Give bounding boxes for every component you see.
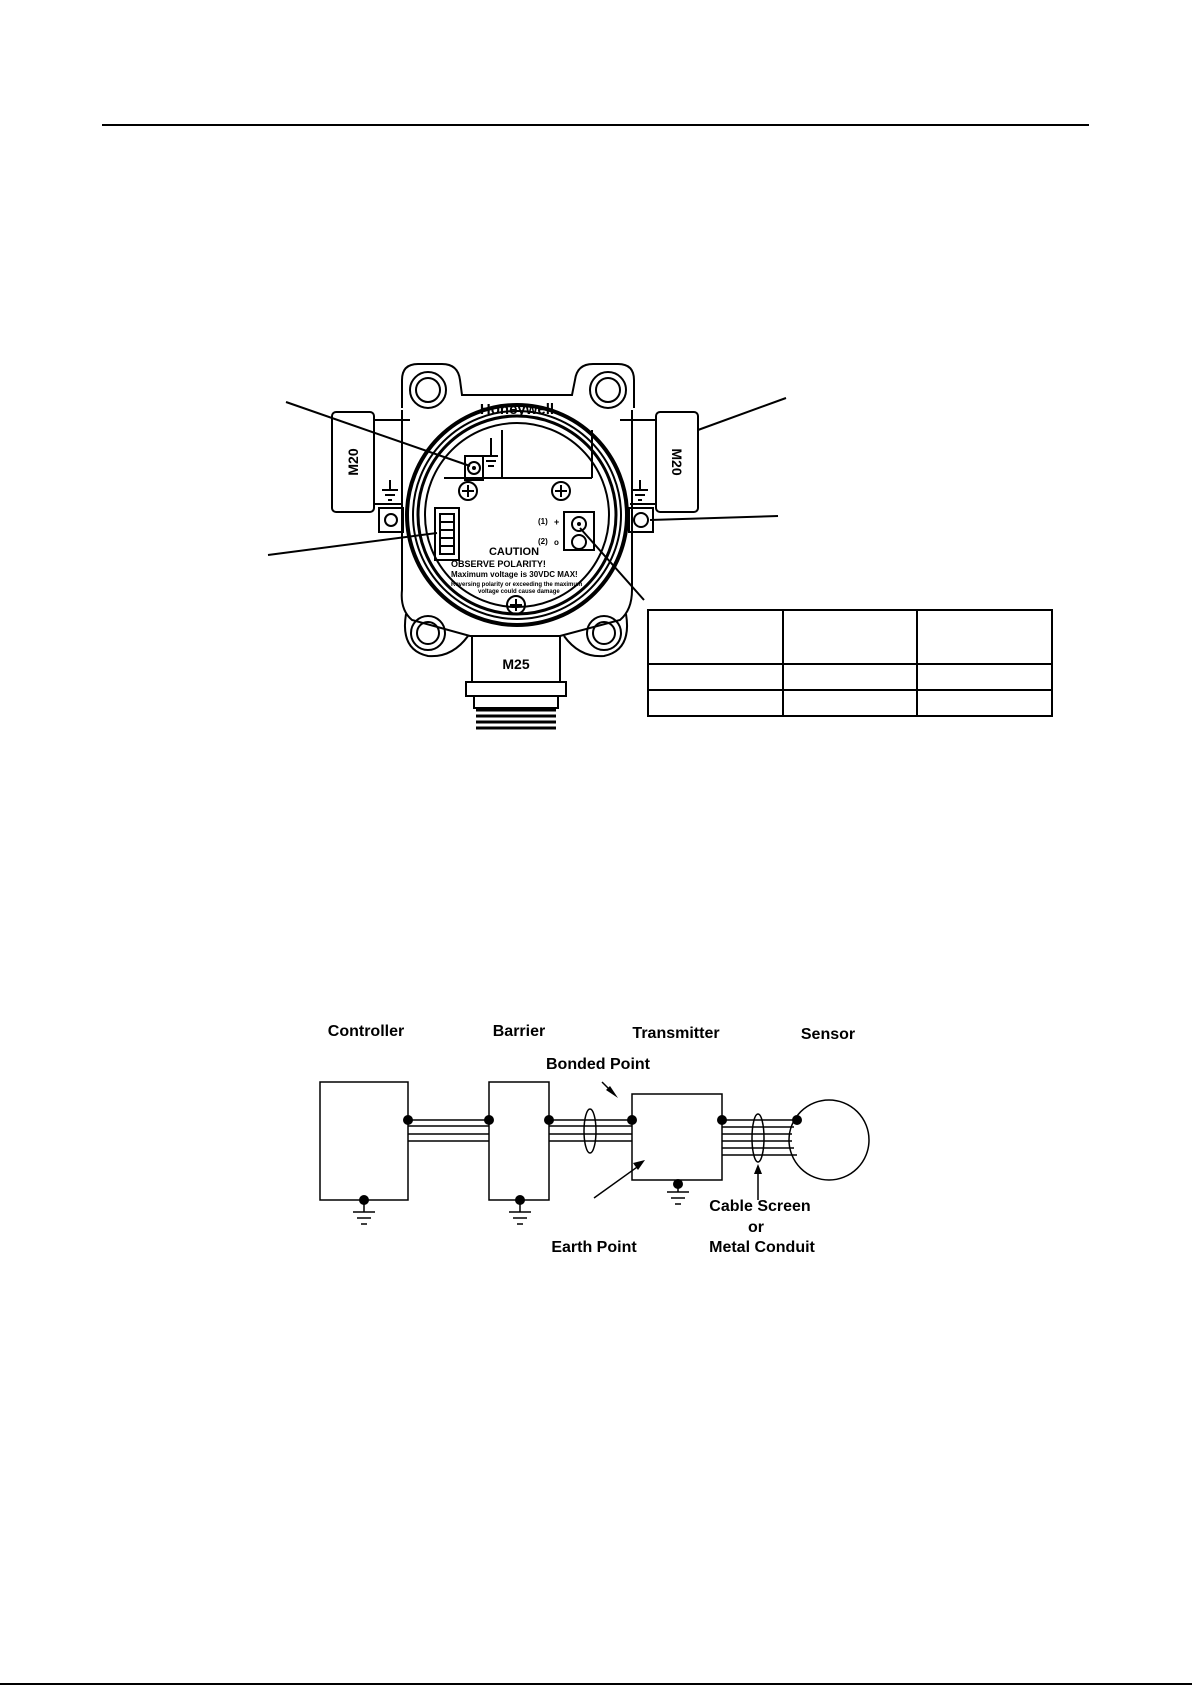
caution-line-2: Maximum voltage is 30VDC MAX! bbox=[451, 570, 578, 579]
transmitter-box bbox=[632, 1094, 722, 1180]
barrier-box bbox=[489, 1082, 549, 1200]
cable-screen-label: Cable Screen bbox=[709, 1198, 811, 1215]
table-row bbox=[648, 610, 1052, 664]
caution-line-3: Reversing polarity or exceeding the maximum bbox=[451, 582, 583, 588]
earth-point-label: Earth Point bbox=[551, 1239, 637, 1256]
table-cell bbox=[917, 690, 1052, 716]
left-port-label: M20 bbox=[345, 448, 361, 476]
right-port-label: M20 bbox=[669, 448, 685, 476]
metal-conduit-label: Metal Conduit bbox=[709, 1239, 815, 1256]
bottom-port-label: M25 bbox=[502, 656, 530, 672]
brand-logo: Honeywell bbox=[479, 401, 555, 418]
terminal-2-sign: o bbox=[554, 538, 559, 547]
terminal-2-label: (2) bbox=[538, 537, 548, 546]
table-row bbox=[648, 690, 1052, 716]
caution-line-1: OBSERVE POLARITY! bbox=[451, 559, 546, 569]
controller-box bbox=[320, 1082, 408, 1200]
sensor-label: Sensor bbox=[800, 1026, 856, 1043]
barrier-label: Barrier bbox=[492, 1023, 546, 1040]
bonded-point-label: Bonded Point bbox=[546, 1056, 650, 1073]
table-cell bbox=[648, 690, 783, 716]
terminal-table bbox=[647, 609, 1053, 717]
terminal-1-label: (1) bbox=[538, 517, 548, 526]
caution-title: CAUTION bbox=[488, 546, 540, 558]
table-cell bbox=[783, 610, 918, 664]
sensor-circle bbox=[789, 1100, 869, 1180]
table-cell bbox=[917, 664, 1052, 690]
table-cell bbox=[783, 690, 918, 716]
terminal-1-sign: + bbox=[554, 517, 560, 527]
table-cell bbox=[648, 610, 783, 664]
table-cell bbox=[917, 610, 1052, 664]
controller-label: Controller bbox=[327, 1023, 405, 1040]
cable-screen-or-label: or bbox=[748, 1219, 764, 1236]
caution-line-4: voltage could cause damage bbox=[478, 589, 560, 595]
table-cell bbox=[783, 664, 918, 690]
table-cell bbox=[648, 664, 783, 690]
table-row bbox=[648, 664, 1052, 690]
transmitter-label: Transmitter bbox=[632, 1025, 720, 1042]
